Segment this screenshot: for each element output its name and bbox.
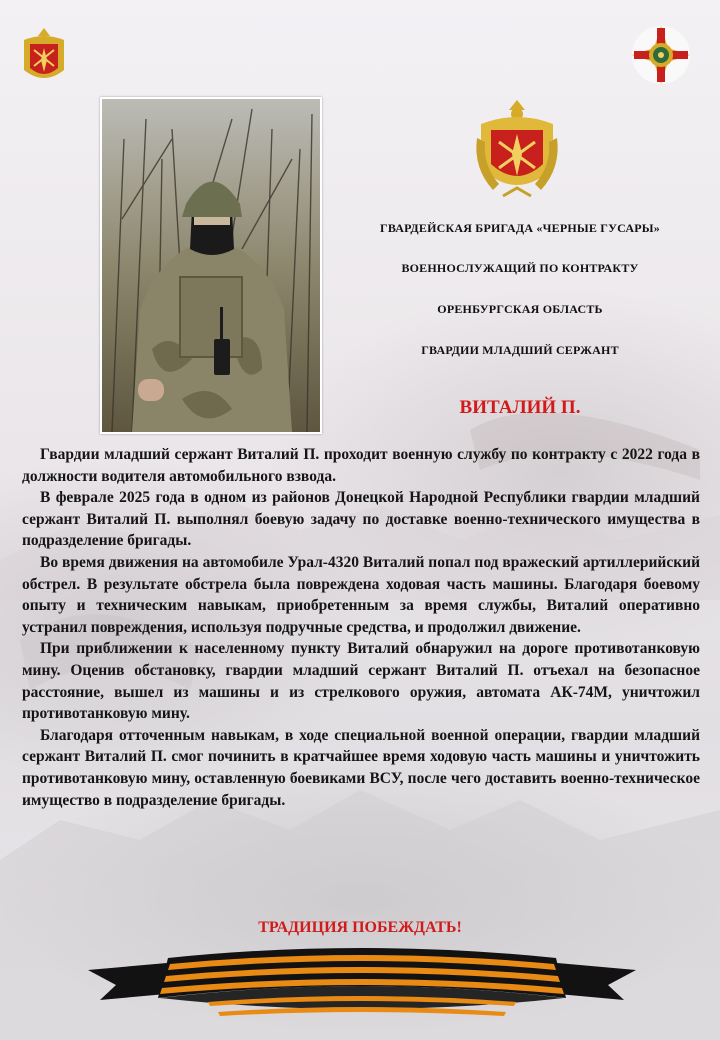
brigade-emblem-icon [20,26,68,88]
paragraph: Во время движения на автомобиле Урал-4320 Виталий попал под вражеский артиллерийский обстрел. В результате обстрела была повреждена ходовая часть машины. Благодаря боевому опыту и техническим навыкам, приобретенным за время службы, Виталий оперативно устранил повреждения, используя подручные средства, и продолжил движение. [22,553,700,636]
motto: ТРАДИЦИЯ ПОБЕЖДАТЬ! [258,919,462,936]
order-cross-icon [630,24,692,86]
rank-line: ГВАРДИИ МЛАДШИЙ СЕРЖАНТ [421,343,619,357]
article-body [22,444,700,811]
paragraph: При приближении к населенному пункту Виталий обнаружил на дороге противотанковую мину. Оценив обстановку, гвардии младший сержант Виталий П. отъехал на безопасное расстояние, вышел из машины и из стрелкового оружия, автомата АК-74М, уничтожил противотанковую мину. [22,640,700,723]
region-line: ОРЕНБУРГСКАЯ ОБЛАСТЬ [437,302,603,316]
brigade-line: ГВАРДЕЙСКАЯ БРИГАДА «ЧЕРНЫЕ ГУСАРЫ» [380,221,660,235]
paragraph: Гвардии младший сержант Виталий П. проходит военную службу по контракту с 2022 года в должности водителя автомобильного взвода. [22,446,700,485]
soldier-name: ВИТАЛИЙ П. [459,397,581,418]
st-george-ribbon-icon [88,940,636,1030]
paragraph: В феврале 2025 года в одном из районов Донецкой Народной Республики гвардии младший сержант Виталий П. выполнял боевую задачу по доставке военно-технического имущества в подразделение бригады. [22,489,700,550]
soldier-photo [100,97,322,434]
brigade-emblem-icon [473,98,561,206]
status-line: ВОЕННОСЛУЖАЩИЙ ПО КОНТРАКТУ [401,261,639,275]
paragraph: Благодаря отточенным навыкам, в ходе специальной военной операции, гвардии младший сержант Виталий П. смог починить в кратчайшее время ходовую часть машины и уничтожить противотанковую мину, оставленную боевиками ВСУ, после чего доставить военно-техническое имущество в подразделение бригады. [22,726,700,809]
